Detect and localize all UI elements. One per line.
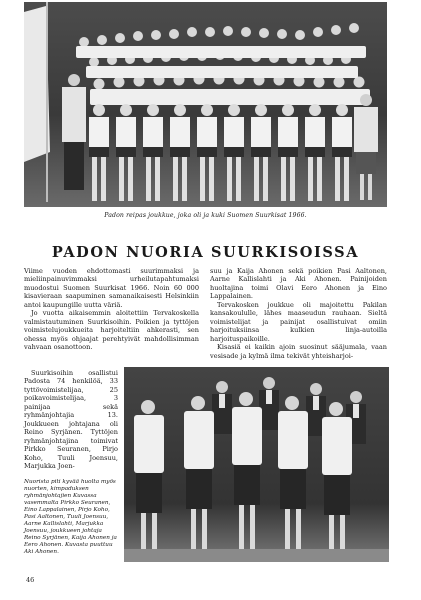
group-photo-top-image [24,2,387,207]
article-column-left-narrow [24,369,118,470]
article-paragraph: Suurkisoihin osallistui Padosta 74 henkilöä, 33 tyttövoimistelijaa, 25 poikavoimistelijaa, 3 painijaa sekä ryhmänjohtajia 13. Joukkueen johtajana oli Reino Syrjänen. Tyttöjen ryhmänjohtajina toimivat Pirkko Seuranen, Pirjo Koho, Tuuli Joensuu, Marjukka Joen- [24,369,118,470]
group-photo-top [24,2,387,207]
top-photo-caption: Padon reipas joukkue, joka oli ja kuki Suomen Suurkisat 1966. [104,212,307,219]
article-headline: PADON NUORIA SUURKISOISSA [51,244,360,261]
article-column-right [210,267,387,360]
article-paragraph: Tervakosken joukkue oli majoitettu Pakilan kansakoululle, lähes maaseudun rauhaan. Sieltä voimistelijat ja painijat osallistuivat omiin harjoituksiinsa kulkien linja-autoilla harjoituspaikoille. [210,300,387,343]
article-paragraph: suu ja Kaija Ahonen sekä poikien Pasi Aaltonen, Aarne Kallislahti ja Aki Ahonen. Painijoiden huoltajina toimi Olavi Eero Ahonen ja Eino Lappalainen. [210,267,387,301]
article-paragraph: Kisasiä ei kaikin ajoin suosinut sääjumala, vaan vesisade ja kylmä ilma tekivät yhteisharjoi- [210,343,387,360]
page-number: 46 [26,576,35,584]
group-photo-bottom-image [124,367,389,562]
article-column-left [24,267,199,352]
article-paragraph: Jo vuotta aikaisemmin aloitettiin Tervakoskella valmistautuminen Suurkisoihin. Poikien ja tyttöjen voimistelujoukkueita harjoiteltiin ahkerasti, sen ohessa myös ohjaajat perehtyivät mahdollisimman vahvaan osanottoon. [24,309,199,352]
article-paragraph: Viime vuoden ehdottomasti suurimmaksi ja mieliinpainuvimmaksi urheilutapahtumaksi muodostui Suomen Suurkisat 1966. Noin 60 000 kisavieraan saapuminen samanaikaisesti Helsinkiin antoi kaupungille uutta väriä. [24,267,199,309]
group-photo-bottom [124,367,389,562]
bottom-photo-caption: Nuorista piti kyvää huolta myös nuorten, kimpaduksen ryhmänjohtajien Kuvassa vasemmalta Pirkko Seuranen, Eino Lappalainen, Pirjo Koho, Pasi Aaltonen, Tuuli Joensuu, Aarne Kallislahti, Marjukka Joensuu, joukkueen johtaja Reino Syrjänen, Kaija Ahonen ja Eero Ahonen. Kuvasta puuttuu Aki Ahonen. [24,479,117,556]
